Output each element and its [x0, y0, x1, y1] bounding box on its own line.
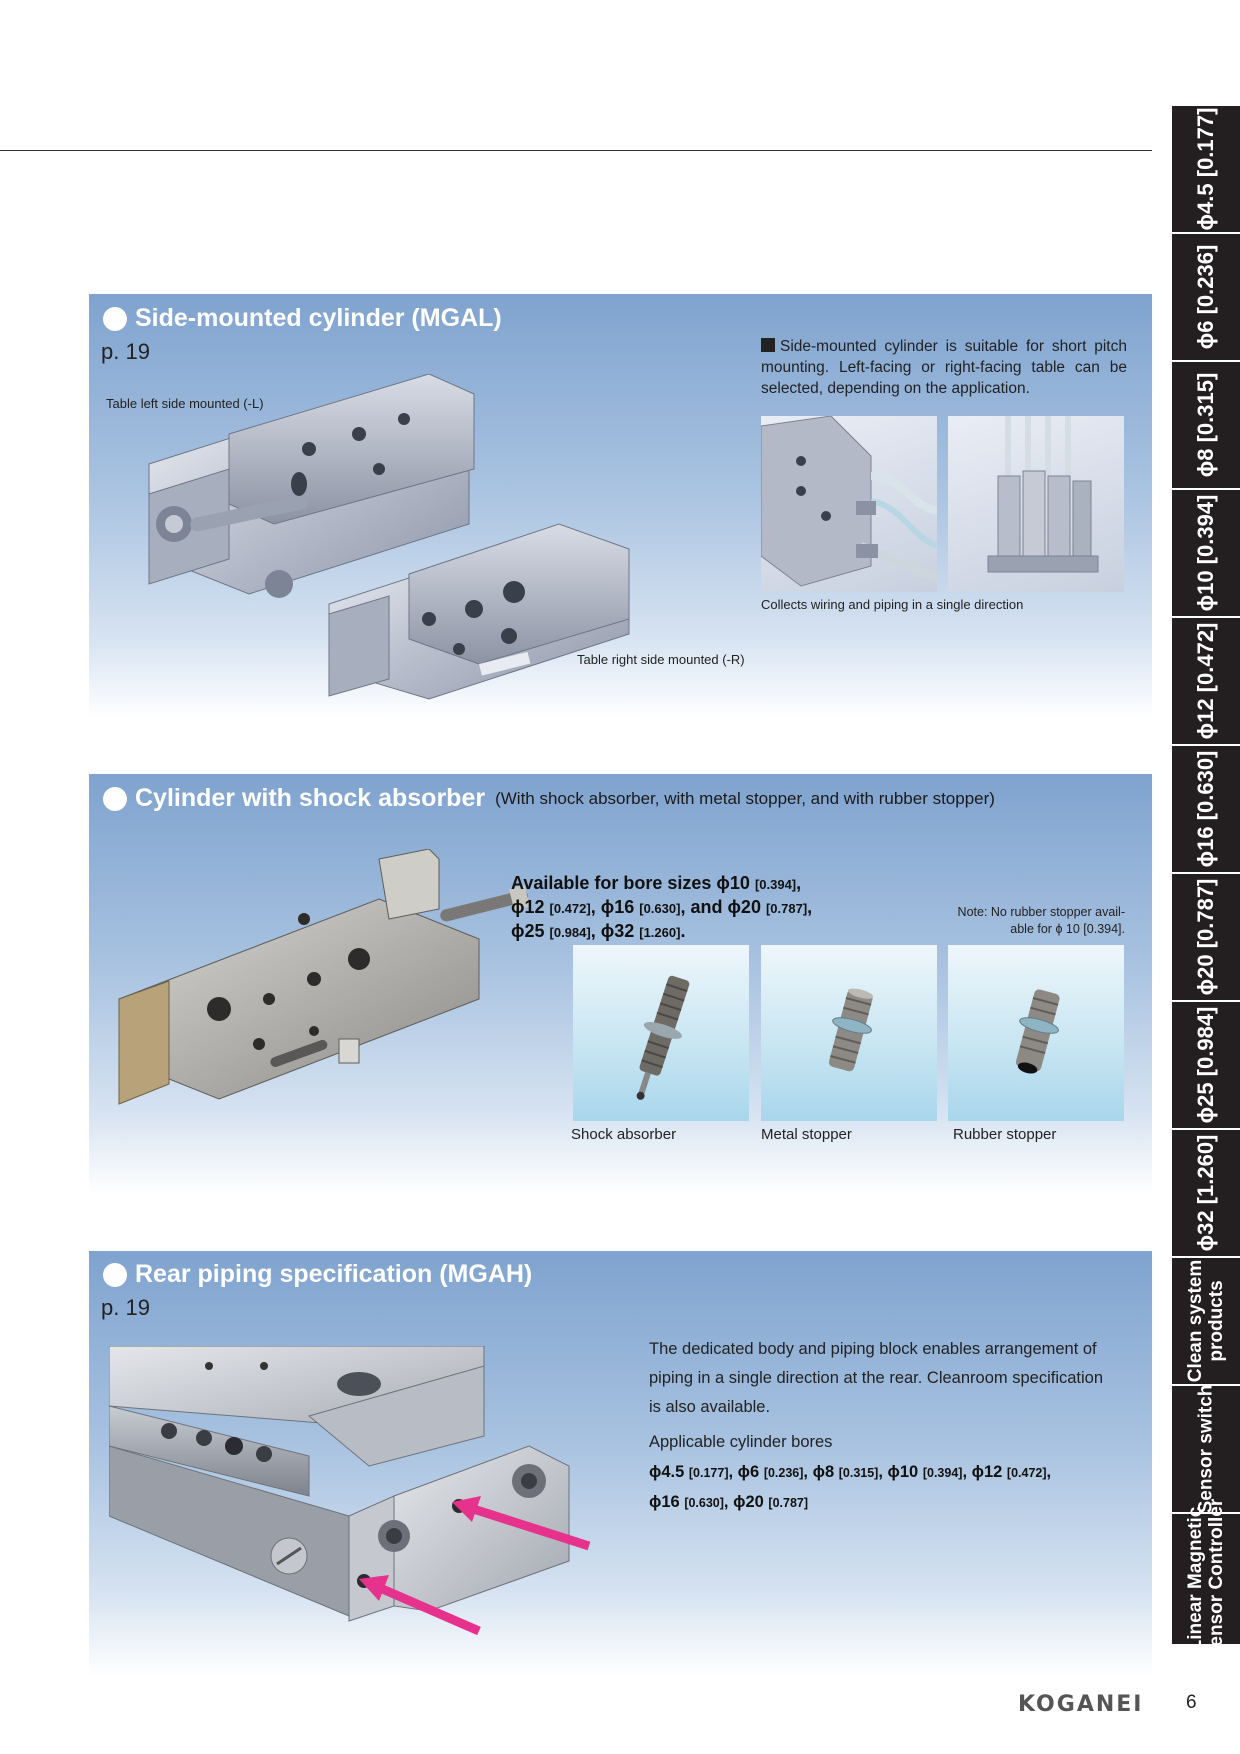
- product-label: Metal stopper: [761, 1126, 852, 1143]
- bullet-icon: [103, 1263, 127, 1287]
- tab-phi-10[interactable]: ϕ10 [0.394]: [1172, 490, 1240, 618]
- caption-left-mounted: Table left side mounted (-L): [106, 396, 264, 411]
- caption-right-mounted: Table right side mounted (-R): [577, 652, 745, 667]
- tab-phi-4-5[interactable]: ϕ4.5 [0.177]: [1172, 106, 1240, 234]
- rear-piping-cylinder-image: [109, 1346, 669, 1641]
- square-bullet-icon: [761, 338, 775, 352]
- photo-caption: Collects wiring and piping in a single direction: [761, 597, 1024, 612]
- koganei-logo: KOGANEI: [1018, 1692, 1144, 1717]
- product-label: Shock absorber: [571, 1126, 677, 1143]
- wiring-photo-left: [761, 416, 937, 592]
- tab-clean-system-products[interactable]: Clean system products: [1172, 1258, 1240, 1386]
- rubber-stopper-photo: [948, 945, 1124, 1121]
- tab-linear-magnetic-sensor-controller[interactable]: Linear Magnetic Sensor Controller: [1185, 1498, 1227, 1660]
- top-divider: [0, 150, 1152, 151]
- metal-stopper-photo: [761, 945, 937, 1121]
- section-title: Cylinder with shock absorber: [135, 784, 486, 812]
- tab-phi-20[interactable]: ϕ20 [0.787]: [1172, 874, 1240, 1002]
- tab-phi-32[interactable]: ϕ32 [1.260]: [1172, 1130, 1240, 1258]
- rubber-stopper-note: Note: No rubber stopper avail- able for ϕ 10 [0.394].: [957, 905, 1125, 936]
- page-reference[interactable]: p. 19: [101, 339, 150, 364]
- wiring-photo-right: [948, 416, 1124, 592]
- tab-phi-12[interactable]: ϕ12 [0.472]: [1172, 618, 1240, 746]
- bore-sizes-text: Available for bore sizes ϕ10 [0.394], ϕ12 [0.472], ϕ16 [0.630], and ϕ20 [0.787], ϕ25 [0.984], ϕ32 [1.260].: [511, 873, 813, 941]
- section-heading: [103, 304, 502, 333]
- product-label: Rubber stopper: [953, 1126, 1057, 1143]
- index-tabs: [1172, 106, 1240, 1660]
- shock-absorber-section: [89, 774, 1152, 1194]
- section-title: Rear piping specification (MGAH): [135, 1260, 533, 1288]
- section-heading: [103, 784, 995, 813]
- tab-sensor-switch[interactable]: Sensor switch: [1172, 1386, 1240, 1514]
- bullet-icon: [103, 307, 127, 331]
- shock-absorber-cylinder-image: [109, 849, 549, 1119]
- tab-phi-6[interactable]: ϕ6 [0.236]: [1172, 234, 1240, 362]
- section-subtitle: (With shock absorber, with metal stopper, and with rubber stopper): [495, 788, 995, 808]
- section-title: Side-mounted cylinder (MGAL): [135, 304, 502, 332]
- tab-phi-16[interactable]: ϕ16 [0.630]: [1172, 746, 1240, 874]
- page-number: 6: [1186, 1692, 1197, 1713]
- shock-absorber-photo: [573, 945, 749, 1121]
- bores-title: Applicable cylinder bores: [649, 1433, 833, 1451]
- side-mounted-section: [89, 294, 1152, 720]
- section-description: The dedicated body and piping block enables arrangement of piping in a single direction at the rear. Cleanroom specification is also available.: [649, 1340, 1104, 1416]
- page-reference[interactable]: p. 19: [101, 1295, 150, 1320]
- rear-piping-section: [89, 1251, 1152, 1676]
- section-heading: [103, 1260, 532, 1289]
- tab-phi-8[interactable]: ϕ8 [0.315]: [1172, 362, 1240, 490]
- section-description: Side-mounted cylinder is suitable for short pitch mounting. Left-facing or right-facing table can be selected, depending on the application.: [761, 338, 1127, 397]
- applicable-bores-list: ϕ4.5 [0.177], ϕ6 [0.236], ϕ8 [0.315], ϕ10 [0.394], ϕ12 [0.472], ϕ16 [0.630], ϕ20 [0.787]: [649, 1463, 1052, 1511]
- tab-phi-25[interactable]: ϕ25 [0.984]: [1172, 1002, 1240, 1130]
- bullet-icon: [103, 787, 127, 811]
